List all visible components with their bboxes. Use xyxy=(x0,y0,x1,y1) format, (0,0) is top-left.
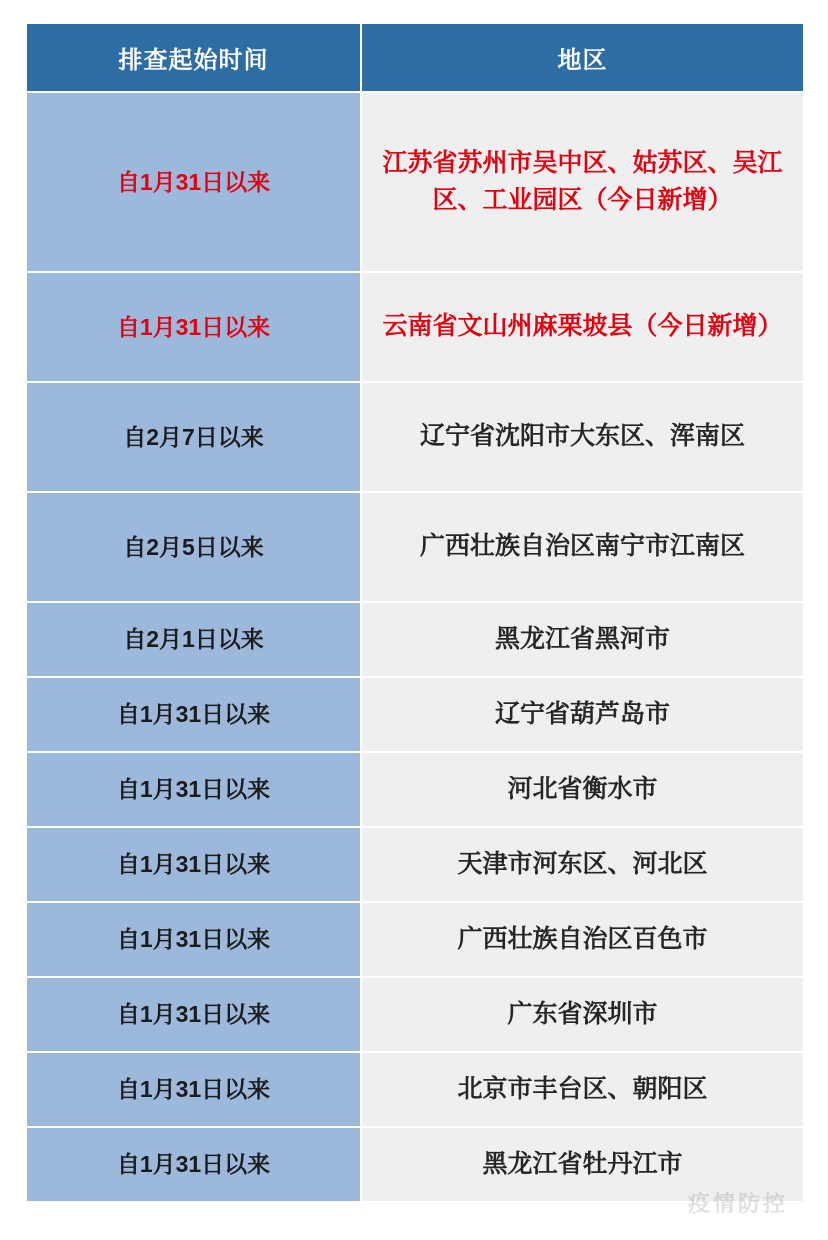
table-header xyxy=(26,23,804,92)
cell-area: 辽宁省葫芦岛市 xyxy=(361,677,804,752)
table-row xyxy=(26,92,804,272)
cell-area: 广东省深圳市 xyxy=(361,977,804,1052)
watermark: 疫情防控 xyxy=(687,1191,788,1216)
table-body xyxy=(26,92,804,1202)
cell-time: 自2月1日以来 xyxy=(26,602,361,677)
cell-area: 辽宁省沈阳市大东区、浑南区 xyxy=(361,382,804,492)
table-row xyxy=(26,752,804,827)
cell-area: 河北省衡水市 xyxy=(361,752,804,827)
cell-time: 自1月31日以来 xyxy=(26,902,361,977)
cell-area: 黑龙江省黑河市 xyxy=(361,602,804,677)
cell-area: 北京市丰台区、朝阳区 xyxy=(361,1052,804,1127)
cell-time: 自2月5日以来 xyxy=(26,492,361,602)
table-row xyxy=(26,977,804,1052)
cell-time: 自1月31日以来 xyxy=(26,92,361,272)
cell-time: 自1月31日以来 xyxy=(26,1127,361,1202)
cell-time: 自1月31日以来 xyxy=(26,677,361,752)
column-header-area: 地区 xyxy=(361,23,804,92)
cell-time: 自1月31日以来 xyxy=(26,752,361,827)
cell-area: 天津市河东区、河北区 xyxy=(361,827,804,902)
cell-area: 广西壮族自治区百色市 xyxy=(361,902,804,977)
cell-time: 自2月7日以来 xyxy=(26,382,361,492)
cell-area: 江苏省苏州市吴中区、姑苏区、吴江区、工业园区（今日新增） xyxy=(361,92,804,272)
table-row xyxy=(26,677,804,752)
table-row xyxy=(26,902,804,977)
cell-time: 自1月31日以来 xyxy=(26,827,361,902)
cell-time: 自1月31日以来 xyxy=(26,1052,361,1127)
table-row xyxy=(26,1052,804,1127)
table-row xyxy=(26,272,804,382)
cell-area: 黑龙江省牡丹江市 xyxy=(361,1127,804,1202)
cell-area: 广西壮族自治区南宁市江南区 xyxy=(361,492,804,602)
table-row xyxy=(26,382,804,492)
column-header-time: 排查起始时间 xyxy=(26,23,361,92)
table-header-row xyxy=(26,23,804,92)
cell-time: 自1月31日以来 xyxy=(26,272,361,382)
table-row xyxy=(26,827,804,902)
table-row xyxy=(26,1127,804,1202)
table-row xyxy=(26,492,804,602)
cell-time: 自1月31日以来 xyxy=(26,977,361,1052)
cell-area: 云南省文山州麻栗坡县（今日新增） xyxy=(361,272,804,382)
risk-area-table xyxy=(25,22,805,1203)
table-row xyxy=(26,602,804,677)
